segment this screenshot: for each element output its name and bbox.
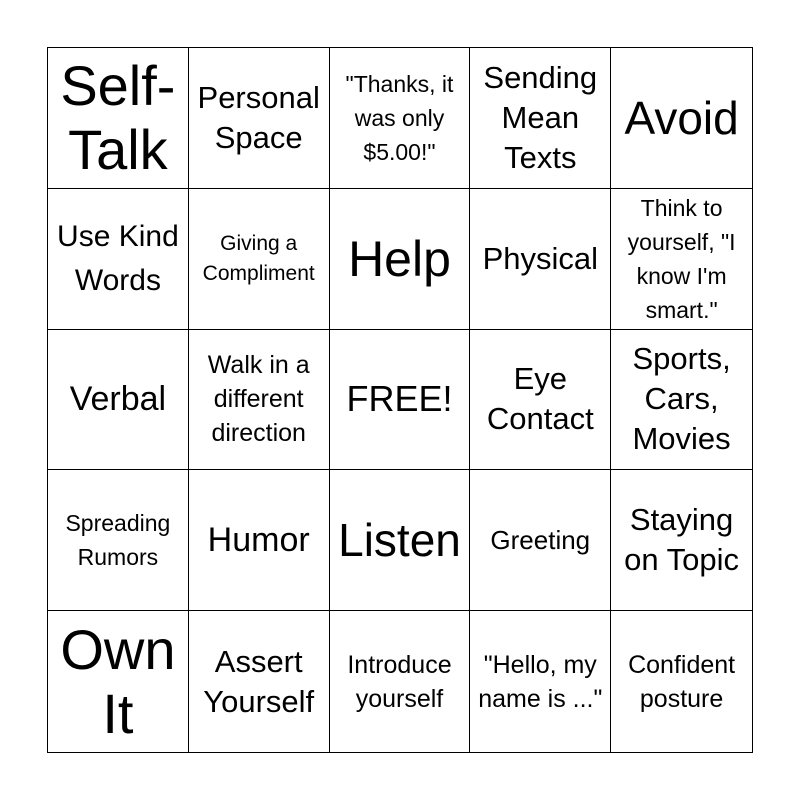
cell-text: Use Kind Words xyxy=(57,219,179,297)
free-space-cell[interactable] xyxy=(330,330,471,471)
cell-text: Avoid xyxy=(624,91,739,144)
bingo-cell[interactable] xyxy=(470,470,611,611)
cell-text: FREE! xyxy=(346,378,453,420)
bingo-cell[interactable] xyxy=(48,470,189,611)
bingo-cell[interactable] xyxy=(330,189,471,330)
cell-text: Giving a Compliment xyxy=(202,231,315,285)
bingo-cell[interactable] xyxy=(189,470,330,611)
bingo-cell[interactable] xyxy=(330,470,471,611)
bingo-cell[interactable] xyxy=(470,48,611,189)
cell-text: Sports, Cars, Movies xyxy=(632,341,731,457)
cell-text: Personal Space xyxy=(197,79,320,155)
cell-text: Spreading Rumors xyxy=(65,510,171,571)
bingo-board xyxy=(47,47,753,753)
bingo-cell[interactable] xyxy=(330,48,471,189)
bingo-cell[interactable] xyxy=(611,611,752,752)
cell-text: Sending Mean Texts xyxy=(483,59,598,175)
bingo-cell[interactable] xyxy=(48,48,189,189)
bingo-cell[interactable] xyxy=(189,611,330,752)
cell-text: Walk in a different direction xyxy=(207,351,310,448)
bingo-cell[interactable] xyxy=(48,330,189,471)
bingo-cell[interactable] xyxy=(470,189,611,330)
cell-text: Humor xyxy=(207,521,310,560)
cell-text: Think to yourself, "I know I'm smart." xyxy=(627,194,736,323)
bingo-cell[interactable] xyxy=(189,48,330,189)
cell-text: Staying on Topic xyxy=(624,502,740,578)
cell-text: Greeting xyxy=(490,525,591,556)
bingo-cell[interactable] xyxy=(470,611,611,752)
cell-text: Confident posture xyxy=(628,650,736,713)
bingo-cell[interactable] xyxy=(611,330,752,471)
cell-text: Eye Contact xyxy=(486,361,594,437)
bingo-cell[interactable] xyxy=(189,330,330,471)
cell-text: Assert Yourself xyxy=(203,643,315,719)
cell-text: Own It xyxy=(60,617,176,745)
cell-text: Help xyxy=(348,230,451,287)
bingo-cell[interactable] xyxy=(611,189,752,330)
cell-text: Introduce yourself xyxy=(347,650,452,713)
cell-text: Self-Talk xyxy=(60,53,176,181)
bingo-cell[interactable] xyxy=(330,611,471,752)
bingo-cell[interactable] xyxy=(611,48,752,189)
cell-text: "Hello, my name is ..." xyxy=(478,650,603,713)
cell-text: Physical xyxy=(482,240,598,276)
cell-text: Listen xyxy=(338,514,461,567)
bingo-cell[interactable] xyxy=(470,330,611,471)
bingo-cell[interactable] xyxy=(189,189,330,330)
cell-text: Verbal xyxy=(69,380,167,419)
bingo-cell[interactable] xyxy=(48,611,189,752)
cell-text: "Thanks, it was only $5.00!" xyxy=(345,70,454,165)
bingo-cell[interactable] xyxy=(48,189,189,330)
bingo-cell[interactable] xyxy=(611,470,752,611)
